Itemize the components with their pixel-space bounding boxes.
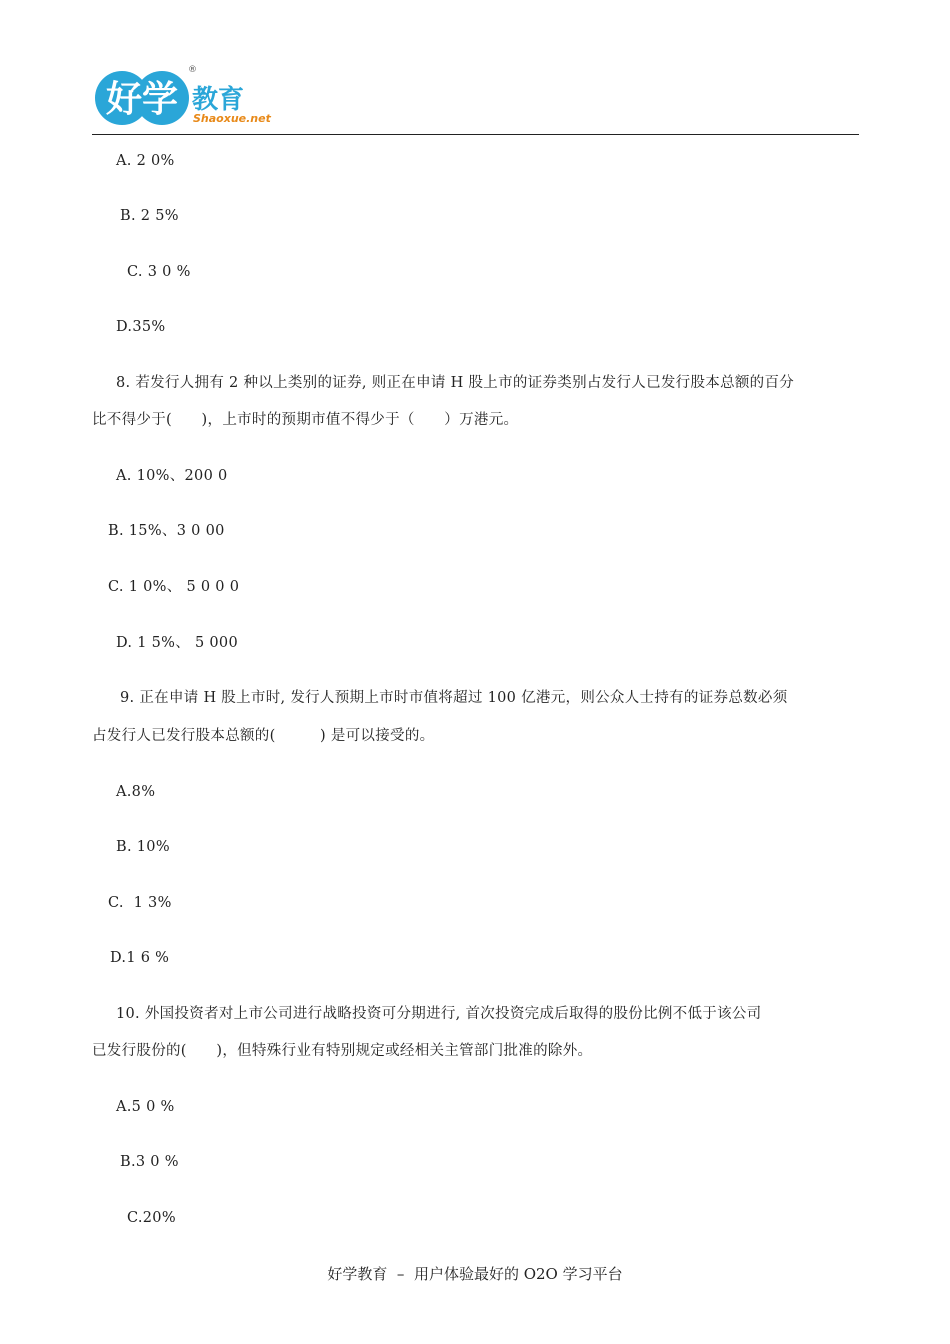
q10-option-c: C.20%	[127, 1210, 176, 1226]
q7-option-a: A. 2 0%	[116, 153, 175, 169]
q8-option-b: B. 15%、3 0 00	[108, 523, 225, 539]
logo-main-text: 好学	[105, 79, 179, 120]
q9-option-c: C. 1 3%	[108, 895, 172, 911]
q10-question-line1: 10. 外国投资者对上市公司进行战略投资可分期进行, 首次投资完成后取得的股份比例不低于该公司	[116, 1006, 762, 1022]
page-footer: 好学教育 – 用户体验最好的 O2O 学习平台	[327, 1265, 623, 1283]
logo-registered-mark: ®	[188, 65, 197, 75]
q7-option-d: D.35%	[116, 319, 166, 335]
q8-option-a: A. 10%、200 0	[116, 468, 228, 484]
q8-question-line2: 比不得少于( )，上市时的预期市值不得少于（ ）万港元。	[92, 412, 519, 428]
logo-side-text: 教育	[192, 85, 245, 115]
shaoxue-logo	[92, 64, 292, 136]
q9-question-line2: 占发行人已发行股本总额的( ) 是可以接受的。	[92, 728, 435, 744]
q9-option-a: A.8%	[116, 784, 156, 800]
q9-option-d: D.1 6 %	[110, 950, 170, 966]
q9-option-b: B. 10%	[116, 839, 170, 855]
logo-graphic	[92, 64, 292, 136]
q10-option-a: A.5 0 %	[116, 1099, 175, 1115]
header-divider	[92, 134, 859, 135]
q10-question-line2: 已发行股份的( )，但特殊行业有特别规定或经相关主管部门批准的除外。	[92, 1043, 593, 1059]
q8-option-d: D. 1 5%、 5 000	[116, 635, 238, 651]
q7-option-b: B. 2 5%	[120, 208, 179, 224]
q8-question-line1: 8. 若发行人拥有 2 种以上类别的证券, 则正在申请 H 股上市的证券类别占发行人已发行股本总额的百分	[116, 375, 795, 391]
q10-option-b: B.3 0 %	[120, 1154, 179, 1170]
logo-sub-text: Shaoxue.net	[193, 112, 271, 125]
q7-option-c: C. 3 0 %	[127, 264, 191, 280]
q8-option-c: C. 1 0%、 5 0 0 0	[108, 579, 240, 595]
q9-question-line1: 9. 正在申请 H 股上市时, 发行人预期上市时市值将超过 100 亿港元，则公众人士持有的证券总数必须	[120, 690, 788, 706]
